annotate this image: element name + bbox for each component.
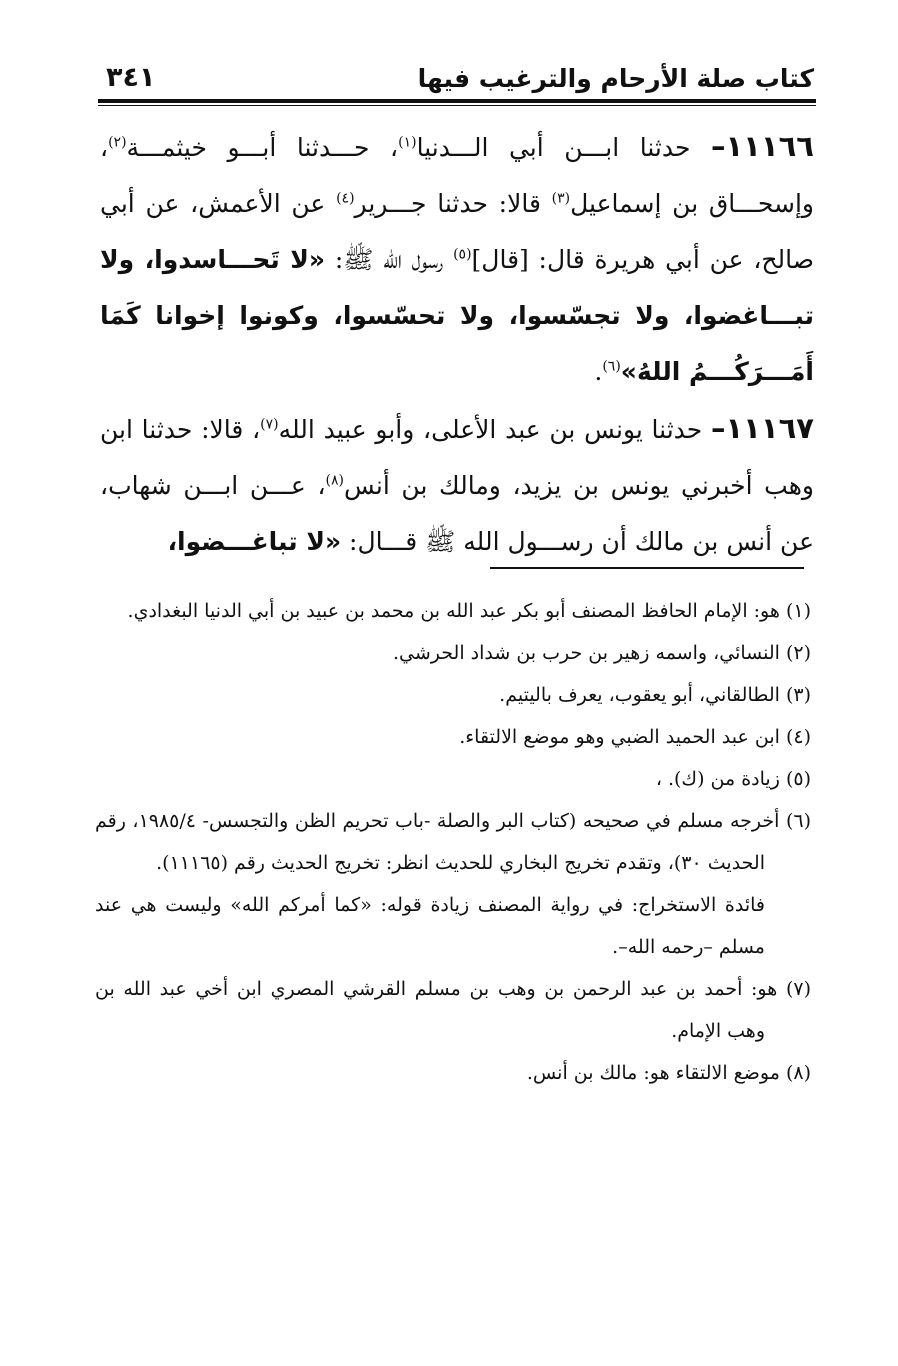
footnote-note xyxy=(95,884,811,968)
hadith-text: رسول الله ﷺ: xyxy=(325,245,454,274)
hadith-text: ، وإسحـــاق بن إسماعيل xyxy=(100,133,814,218)
footnote-item xyxy=(95,590,811,632)
footnote-label: (٤) xyxy=(785,726,811,748)
hadith-1167 xyxy=(100,400,814,570)
footnote-text: هو: أحمد بن عبد الرحمن بن وهب بن مسلم القرشي المصري ابن أخي عبد الله بن وهب الإمام. xyxy=(95,978,786,1042)
footnote-label: (٣) xyxy=(785,684,811,706)
footnote-label: (٥) xyxy=(785,768,811,790)
footnote-ref: (٤) xyxy=(336,190,355,207)
header-rule xyxy=(98,99,816,106)
hadith-text: قالا: حدثنا جـــرير xyxy=(354,189,552,218)
hadith-text: حدثنا ابـــن أبي الـــدنيا xyxy=(416,133,711,162)
footnote-text: فائدة الاستخراج: في رواية المصنف زيادة قوله: «كما أمركم الله» وليست هي عند مسلم –رحمه الله–. xyxy=(95,894,765,958)
footnote-label: (٨) xyxy=(785,1062,811,1084)
footnote-item xyxy=(95,674,811,716)
footnote-ref: (٧) xyxy=(260,416,279,433)
footnote-label: (٧) xyxy=(785,978,811,1000)
footnote-item xyxy=(95,632,811,674)
footnote-text: الطالقاني، أبو يعقوب، يعرف باليتيم. xyxy=(499,684,786,706)
footnote-text: هو: الإمام الحافظ المصنف أبو بكر عبد الله بن محمد بن عبيد بن أبي الدنيا البغدادي. xyxy=(127,600,786,622)
running-title: كتاب صلة الأرحام والترغيب فيها xyxy=(417,64,814,93)
footnote-label: (٦) xyxy=(785,810,811,832)
prophetic-quote: «لا تباغـــضوا، xyxy=(167,527,342,556)
main-text xyxy=(100,118,814,570)
hadith-text: ، حـــدثنا أبـــو خيثمـــة xyxy=(126,133,399,162)
footnote-ref: (١) xyxy=(398,134,417,151)
footnotes xyxy=(95,590,811,1094)
footnote-item xyxy=(95,716,811,758)
footnote-item xyxy=(95,758,811,800)
footnote-item xyxy=(95,800,811,884)
footnote-label: (٢) xyxy=(785,642,811,664)
footnote-ref: (٨) xyxy=(325,472,344,489)
hadith-number: ١١١٦٧– xyxy=(710,411,814,445)
footnote-item xyxy=(95,1052,811,1094)
footnote-ref: (٢) xyxy=(108,134,127,151)
footnote-item xyxy=(95,968,811,1052)
hadith-text: ، عـــن ابـــن شهاب، عن أنس بن مالك أن رســـول الله ﷺ قـــال: xyxy=(100,471,814,556)
page-number: ٣٤١ xyxy=(106,62,156,93)
page-header xyxy=(98,58,814,100)
hadith-text: ، قالا: حدثنا ابن وهب أخبرني يونس بن يزيد، ومالك بن أنس xyxy=(100,415,814,500)
footnote-ref: (٣) xyxy=(551,190,571,207)
footnote-label: (١) xyxy=(785,600,811,622)
hadith-text: حدثنا يونس بن عبد الأعلى، وأبو عبيد الله xyxy=(278,415,711,444)
footnote-text: زيادة من (ك). ، xyxy=(655,768,786,790)
footnote-text: النسائي، واسمه زهير بن حرب بن شداد الحرشي. xyxy=(393,642,786,664)
hadith-text: . xyxy=(594,357,603,386)
footnote-ref: (٦) xyxy=(602,358,621,375)
hadith-1166 xyxy=(100,118,814,400)
footnote-separator xyxy=(490,567,804,569)
footnote-ref: (٥) xyxy=(453,246,472,263)
footnote-text: أخرجه مسلم في صحيحه (كتاب البر والصلة -باب تحريم الظن والتجسس- ١٩٨٥/٤، رقم الحديث ٣٠)، وتقدم تخريج البخاري للحديث انظر: تخريج الحديث رقم (١١١٦٥). xyxy=(95,810,786,874)
prophetic-quote: «لا تَحـــاسدوا، ولا تبـــاغضوا، ولا تجسّسوا، ولا تحسّسوا، وكونوا إخوانا كَمَا أَمَـــرَكُـــمُ اللهُ» xyxy=(100,245,814,386)
hadith-text: عن الأعمش، عن أبي صالح، عن أبي هريرة قال: [قال] xyxy=(100,189,814,274)
footnote-text: موضع الالتقاء هو: مالك بن أنس. xyxy=(526,1062,786,1084)
footnote-text: ابن عبد الحميد الضبي وهو موضع الالتقاء. xyxy=(459,726,786,748)
hadith-number: ١١١٦٦– xyxy=(710,129,814,163)
